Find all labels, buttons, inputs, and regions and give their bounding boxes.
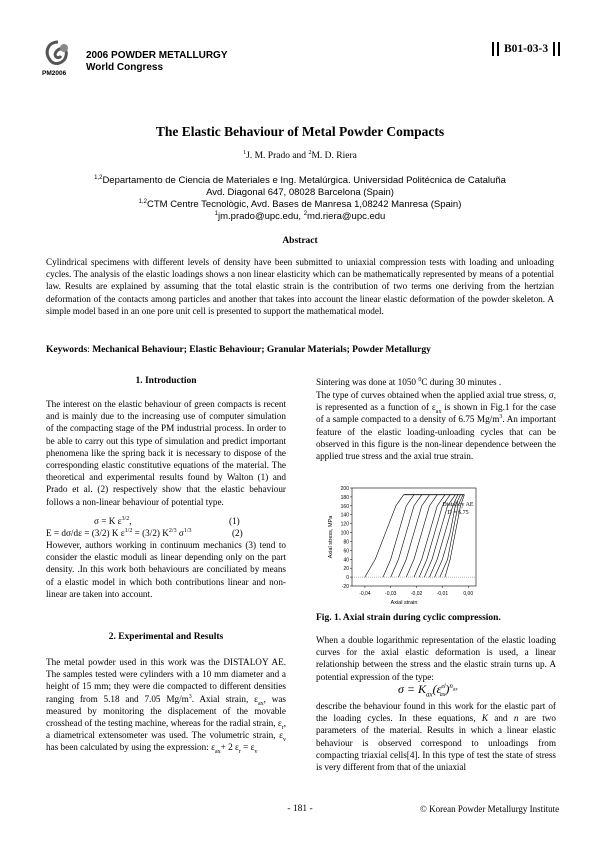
- y-tick-label: 100: [340, 530, 349, 537]
- y-tick-label: 160: [340, 503, 349, 510]
- paper-title: The Elastic Behaviour of Metal Powder Compacts: [155, 124, 445, 139]
- abstract-text: Cylindrical specimens with different levels of density have been submitted to uniaxial compression tests with loading and unloading cycles. The analysis of the elastic loadings shows a non linear elasticity which can be mathematically represented by means of a potential law. Results are explained by assuming that the total elastic strain is the contribution of two terms one deriving from the hertzian deformation of the contacts among particles and another that takes into account the linear elastic deformation of the powder skeleton. A simple model based in an one pore unit cell is presented to support the mathematical model.: [46, 257, 554, 316]
- figure-caption: Fig. 1. Axial strain during cyclic compression.: [316, 613, 501, 623]
- affiliation-line-2: Avd. Diagonal 647, 08028 Barcelona (Spain): [206, 187, 394, 198]
- x-tick-label: 0,00: [463, 591, 474, 597]
- affiliation-emails: $^1$jm.prado@upc.edu, $^2$md.riera@upc.edu: [214, 210, 386, 222]
- section2-heading: 2. Experimental and Results: [108, 632, 224, 642]
- equation-2: E = dσ/dε = (3/2) K $\varepsilon^{1/2} = (3/2)$ $K^{2/3}$ $\sigma^{1/3}$ (2): [46, 527, 243, 538]
- y-tick-label: 40: [343, 557, 349, 564]
- logo-text: PM2006: [42, 70, 67, 77]
- y-tick-label: 0: [346, 575, 349, 582]
- affiliations: [0, 175, 600, 223]
- affiliation-line-3: $^{1,2}$CTM Centre Tecnològic, Avd. Bases de Manresa 1,08242 Manresa (Spain): [138, 198, 462, 210]
- x-tick-label: -0,03: [385, 591, 397, 597]
- y-tick-label: -20: [341, 584, 349, 590]
- x-tick-label: -0,04: [359, 591, 371, 597]
- congress-line-1: 2006 POWDER METALLURGY: [86, 50, 228, 61]
- congress-title: [86, 50, 228, 74]
- y-tick-label: 80: [343, 539, 349, 546]
- y-tick-label: 180: [340, 494, 349, 501]
- congress-line-2: World Congress: [86, 62, 164, 73]
- strain-curve: [383, 495, 414, 577]
- right-paragraph-3: When a double logarithmic representation of the elastic loading curves for the axial elastic deformation is used, a linear relationship between the stress and the elastic strain turns up. A potential expression of the type:: [316, 635, 556, 682]
- intro-heading: 1. Introduction: [135, 376, 197, 386]
- right-paragraph-1: Sintering was done at 1050 $^0$C during 30 minutes .: [316, 376, 502, 387]
- right-paragraph-2: The type of curves obtained when the applied axial true stress, σ, is represented as a function of $\varepsilon_{ax}$ is shown in Fig.1 for the case of a sample compacted to a density of 6.75 $Mg/m^3$. An important feature of the elastic loading-unloading cycles that can be observed in this figure is the non-linear dependence between the applied true stress and the axial true strain.: [316, 390, 556, 462]
- authors: $^1$J. M. Prado and $^2$M. D. Riera: [243, 149, 357, 161]
- legend-entry: Distalloy AE: [442, 502, 474, 508]
- copyright: © Korean Powder Metallurgy Institute: [420, 804, 560, 814]
- keywords: Keywords: Mechanical Behaviour; Elastic Behaviour; Granular Materials; Powder Metallurgy: [46, 345, 431, 355]
- right-paragraph-4: describe the behaviour found in this work for the elastic part of the loading cycles. In these equations, K and n are two parameters of the material. Results in which a linear elastic behaviour is observed correspond to unloadings from compacting triaxial cells[4]. In this type of test the state of stress is very different from that of the uniaxial: [316, 701, 557, 773]
- intro-paragraph-1: The interest on the elastic behaviour of green compacts is recent and is mainly due to the increasing use of computer simulation of the compacting stage of the PM industrial process. In order to be able to carry out this type of simulation and predict important phenomena like the spring back it is necessary to dispose of the corresponding elastic constitutive equations of the material. The theoretical and experimental results found by Walton (1) and Prado et al. (2) respectively show that the elastic behaviour follows a non-linear behaviour of potential type.: [46, 399, 286, 507]
- logo-swirl-icon: [40, 40, 76, 72]
- y-axis-label: Axial stress, MPa: [328, 515, 334, 559]
- legend-entry: D = 6.75: [447, 510, 469, 516]
- x-tick-label: -0,02: [410, 591, 423, 597]
- paper-code: B01-03-3: [504, 43, 549, 55]
- x-axis-label: Axial strain: [390, 600, 418, 606]
- strain-curve: [406, 495, 437, 577]
- y-tick-label: 120: [340, 521, 349, 528]
- y-tick-label: 140: [340, 512, 349, 519]
- section2-paragraph: The metal powder used in this work was the DISTALOY AE. The samples tested were cylinders with a 10 mm diameter and a height of 15 mm; they were die compacted to different densities ranging from 5.18 and 7.05 $Mg/m^3$. Axial strain, $\varepsilon_{ax}$, was measured by monitoring the displacement of the movable crosshead of the testing machine, whereas for the radial strain, $\varepsilon_r$, a diametrical extensometer was used. The volumetric strain, $\varepsilon_v$ has been calculated by using the expression: $\varepsilon_{ax}+ 2$ $\varepsilon_r = \varepsilon_v$: [46, 657, 286, 756]
- strain-curve: [365, 495, 404, 577]
- page-number: - 181 -: [287, 804, 313, 814]
- x-tick-label: -0,01: [436, 591, 449, 597]
- stress-strain-chart: [326, 482, 492, 612]
- intro-paragraph-2: However, authors working in continuum mechanics (3) tend to consider the elastic moduli as linear depending only on the part density. .In this work both behaviours are conciliated by means of a elastic model in which both contributions linear and non-linear are taken into account.: [46, 540, 286, 599]
- congress-logo: [40, 40, 76, 80]
- abstract-heading: Abstract: [282, 236, 318, 246]
- paper-code-box: [492, 42, 560, 56]
- y-tick-label: 20: [343, 566, 349, 573]
- y-tick-label: 60: [343, 548, 349, 555]
- y-tick-label: 200: [340, 486, 349, 492]
- affiliation-line-1: $^{1,2}$Departamento de Ciencia de Materiales e Ing. Metalúrgica. Universidad Politécnica de Cataluña: [94, 174, 506, 186]
- equation-3: $\sigma = K_{ax}(\varepsilon^{el}_{ax})^{n_{ax}}$: [398, 682, 458, 699]
